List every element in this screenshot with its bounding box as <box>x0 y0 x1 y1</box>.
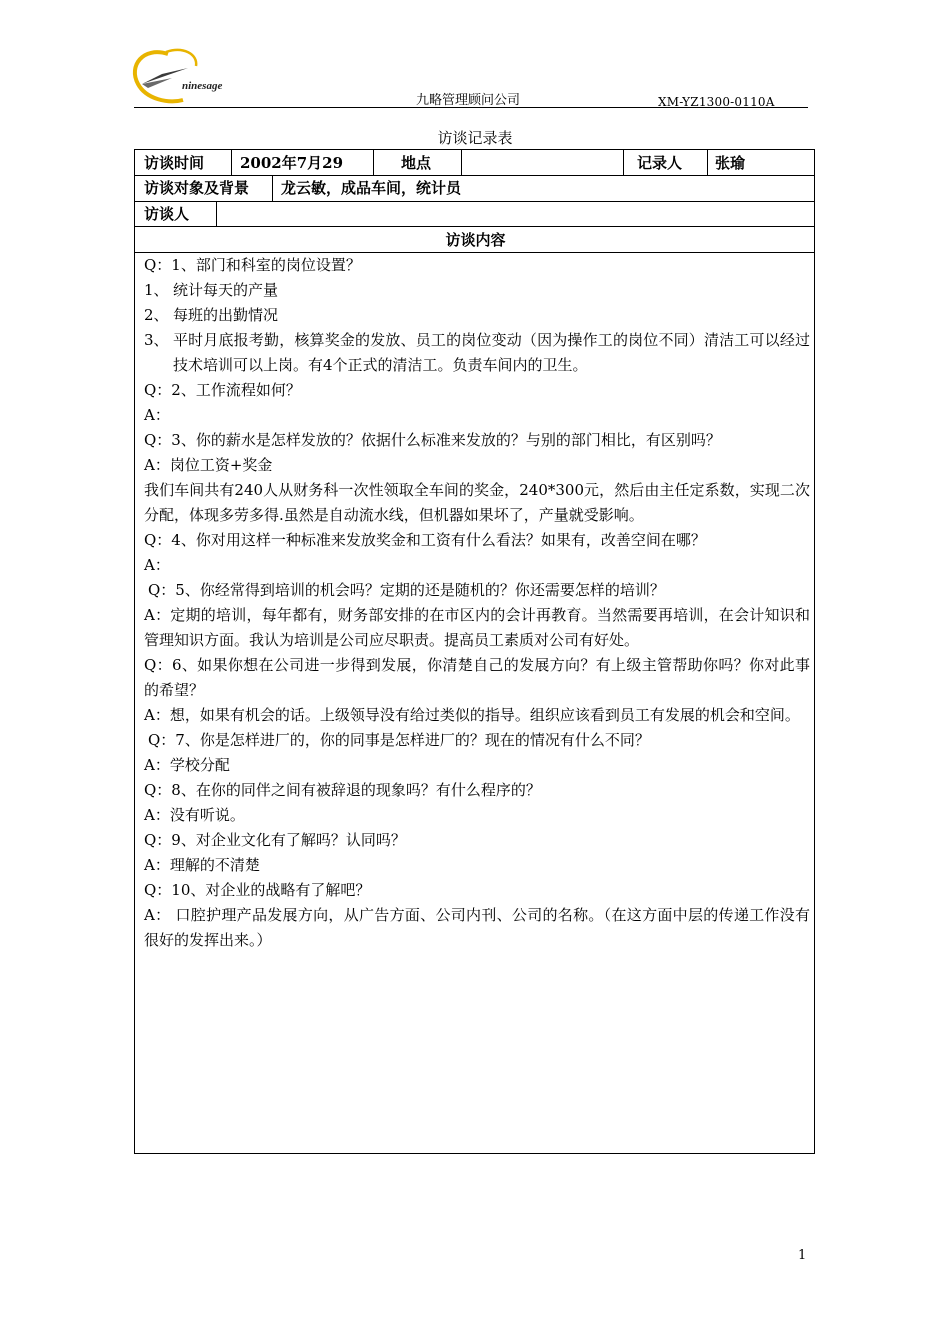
row-divider <box>135 201 814 202</box>
question-9: Q：9、对企业文化有了解吗？认同吗？ <box>144 831 406 849</box>
subject-value: 龙云敏，成品车间，统计员 <box>281 179 462 197</box>
company-name: 九略管理顾问公司 <box>416 93 521 108</box>
answer-5: A：定期的培训，每年都有，财务部安排的在市区内的会计再教育。当然需要再培训，在会计知识和管理知识方面。我认为培训是公司应尽职责。提高员工素质对公司有好处。 <box>144 606 810 649</box>
list-number: 3、 <box>144 331 169 349</box>
form-title: 访谈记录表 <box>437 129 513 147</box>
list-text: 统计每天的产量 <box>173 281 279 299</box>
list-number: 1、 <box>144 281 169 299</box>
answer-6: A：想，如果有机会的话。上级领导没有给过类似的指导。组织应该看到员工有发展的机会和空间。 <box>144 706 800 724</box>
answer-2: A： <box>144 406 170 424</box>
question-4: Q：4、你对用这样一种标准来发放奖金和工资有什么看法？如果有，改善空间在哪？ <box>144 531 706 549</box>
recorder-value: 张瑜 <box>715 154 746 172</box>
answer-3: A：岗位工资+奖金 <box>144 456 273 474</box>
answer-8: A：没有听说。 <box>144 806 245 824</box>
question-3: Q：3、你的薪水是怎样发放的？依据什么标准来发放的？与别的部门相比，有区别吗？ <box>144 431 721 449</box>
subject-label: 访谈对象及背景 <box>144 179 250 197</box>
interview-content <box>144 253 810 953</box>
question-2: Q：2、工作流程如何？ <box>144 381 301 399</box>
list-item <box>144 278 810 303</box>
col-divider <box>231 150 232 175</box>
col-divider <box>461 150 462 175</box>
col-divider <box>272 175 273 201</box>
question-8: Q：8、在你的同伴之间有被辞退的现象吗？有什么程序的？ <box>144 781 541 799</box>
list-text: 平时月底报考勤，核算奖金的发放、员工的岗位变动（因为操作工的岗位不同）清洁工可以经过技术培训可以上岗。有4个正式的清洁工。负责车间内的卫生。 <box>173 331 810 374</box>
page-number: 1 <box>798 1248 807 1263</box>
question-1: Q：1、部门和科室的岗位设置？ <box>144 256 361 274</box>
logo-swoosh-icon <box>128 44 238 106</box>
answer-4: A： <box>144 556 170 574</box>
location-label: 地点 <box>401 154 432 172</box>
answer-7: A：学校分配 <box>144 756 230 774</box>
question-10: Q：10、对企业的战略有了解吧？ <box>144 881 371 899</box>
time-label: 访谈时间 <box>144 154 205 172</box>
list-item <box>144 328 810 378</box>
list-item <box>144 303 810 328</box>
list-text: 每班的出勤情况 <box>173 306 279 324</box>
recorder-label: 记录人 <box>637 154 683 172</box>
header-divider <box>134 107 808 108</box>
company-logo <box>128 44 238 106</box>
answer-3-detail: 我们车间共有240人从财务科一次性领取全车间的奖金，240*300元，然后由主任定系数，实现二次分配，体现多劳多得.虽然是自动流水线，但机器如果坏了，产量就受影响。 <box>144 481 810 524</box>
logo-wordmark: ninesage <box>182 80 223 92</box>
time-value: 2002年7月29 <box>240 154 344 172</box>
question-6: Q：6、如果你想在公司进一步得到发展，你清楚自己的发展方向？有上级主管帮助你吗？你对此事的希望？ <box>144 656 810 699</box>
section-title: 访谈内容 <box>445 231 506 249</box>
question-5: Q：5、你经常得到培训的机会吗？定期的还是随机的？你还需要怎样的培训？ <box>148 581 665 599</box>
interviewer-label: 访谈人 <box>144 205 190 223</box>
col-divider <box>623 150 624 175</box>
answer-9: A：理解的不清楚 <box>144 856 260 874</box>
col-divider <box>216 201 217 226</box>
answer-10: A： 口腔护理产品发展方向，从广告方面、公司内刊、公司的名称。（在这方面中层的传递工作没有很好的发挥出来。） <box>144 906 810 949</box>
col-divider <box>707 150 708 175</box>
document-number: XM-YZ1300-0110A <box>658 95 775 109</box>
col-divider <box>373 150 374 175</box>
list-number: 2、 <box>144 306 169 324</box>
question-7: Q：7、你是怎样进厂的，你的同事是怎样进厂的？现在的情况有什么不同？ <box>148 731 650 749</box>
